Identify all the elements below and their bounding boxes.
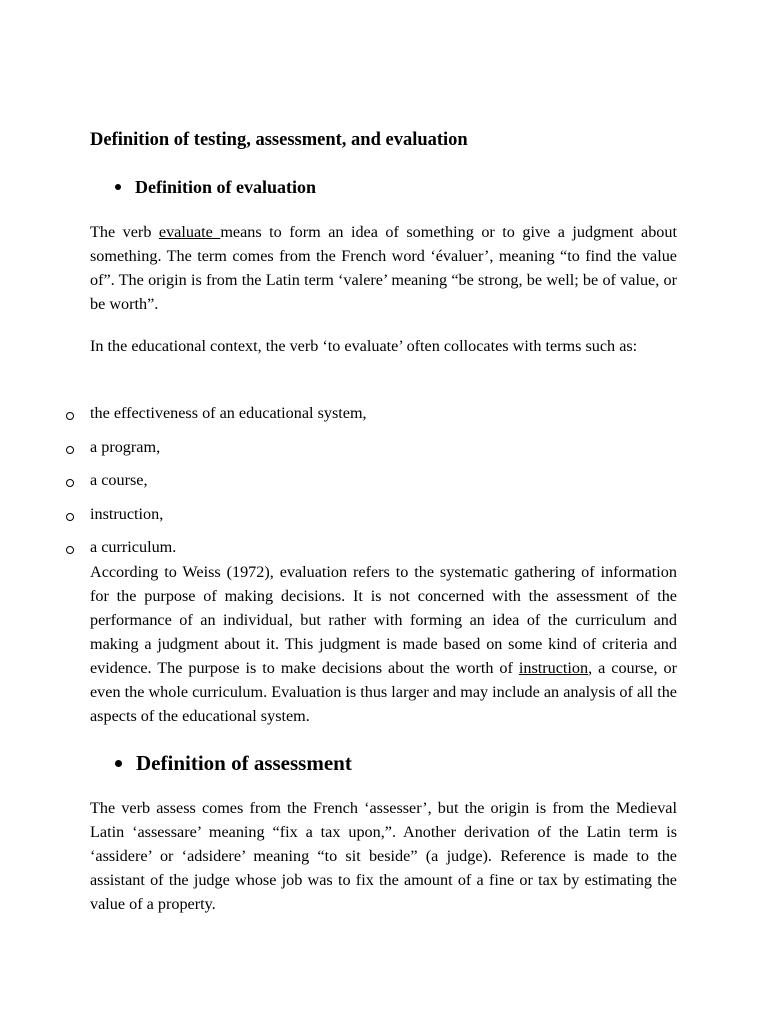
text-run: According to Weiss (1972), evaluation refers to the systematic gathering of information for the purpose of making decisions. It is not concerned with the assessment of the performance of an individual, but rather with forming an idea of the curriculum and making a judgment about it. This judgment is made based on some kind of criteria and evidence. The purpose is to make decisions about the worth of	[90, 563, 677, 677]
circle-bullet-icon	[66, 479, 74, 487]
collocation-list	[0, 401, 768, 569]
heading-assessment-text: Definition of assessment	[136, 751, 352, 775]
bullet-dot-icon	[115, 184, 121, 190]
heading-evaluation-text: Definition of evaluation	[135, 177, 317, 197]
list-item	[0, 468, 768, 502]
list-item	[0, 435, 768, 469]
text-run: , a course, or even the whole curriculum. Evaluation is thus larger and may include an analysis of all the aspects of the educational system.	[90, 659, 677, 725]
heading-assessment	[115, 751, 352, 776]
list-item-text: the effectiveness of an educational system,	[90, 404, 367, 422]
circle-bullet-icon	[66, 412, 74, 420]
underlined-term-instruction: instruction	[518, 659, 589, 677]
evaluation-paragraph-1	[90, 220, 677, 316]
text-run: means to form an idea of something or to give a judgment about something. The term comes from the French word ‘évaluer’, meaning “to find the value of”. The origin is from the Latin term ‘valere’ meaning “be strong, be well; be of value, or be worth”.	[90, 223, 677, 313]
list-item-text: instruction,	[90, 504, 164, 523]
evaluation-paragraph-2: In the educational context, the verb ‘to evaluate’ often collocates with terms such as:	[90, 337, 638, 355]
assessment-paragraph-1: The verb assess comes from the French ‘assesser’, but the origin is from the Medieval Latin ‘assessare’ meaning “fix a tax upon,”. Another derivation of the Latin term is ‘assidere’ or ‘adsidere’ meaning “to sit beside” (a judge). Reference is made to the assistant of the judge whose job was to fix the amount of a fine or tax by estimating the value of a property.	[90, 799, 677, 913]
list-item-text: a program,	[90, 437, 161, 456]
document-title: Definition of testing, assessment, and evaluation	[90, 130, 468, 150]
list-item	[0, 401, 768, 435]
list-item-text: a course,	[90, 471, 148, 489]
heading-evaluation	[115, 177, 316, 198]
evaluation-paragraph-3	[90, 560, 677, 728]
circle-bullet-icon	[66, 446, 74, 454]
bullet-dot-icon	[115, 760, 122, 767]
underlined-term-evaluate: evaluate	[158, 223, 221, 241]
circle-bullet-icon	[66, 513, 74, 521]
text-run: The verb	[90, 223, 159, 241]
circle-bullet-icon	[66, 546, 74, 554]
list-item	[0, 502, 768, 536]
list-item-text: a curriculum.	[90, 538, 177, 556]
